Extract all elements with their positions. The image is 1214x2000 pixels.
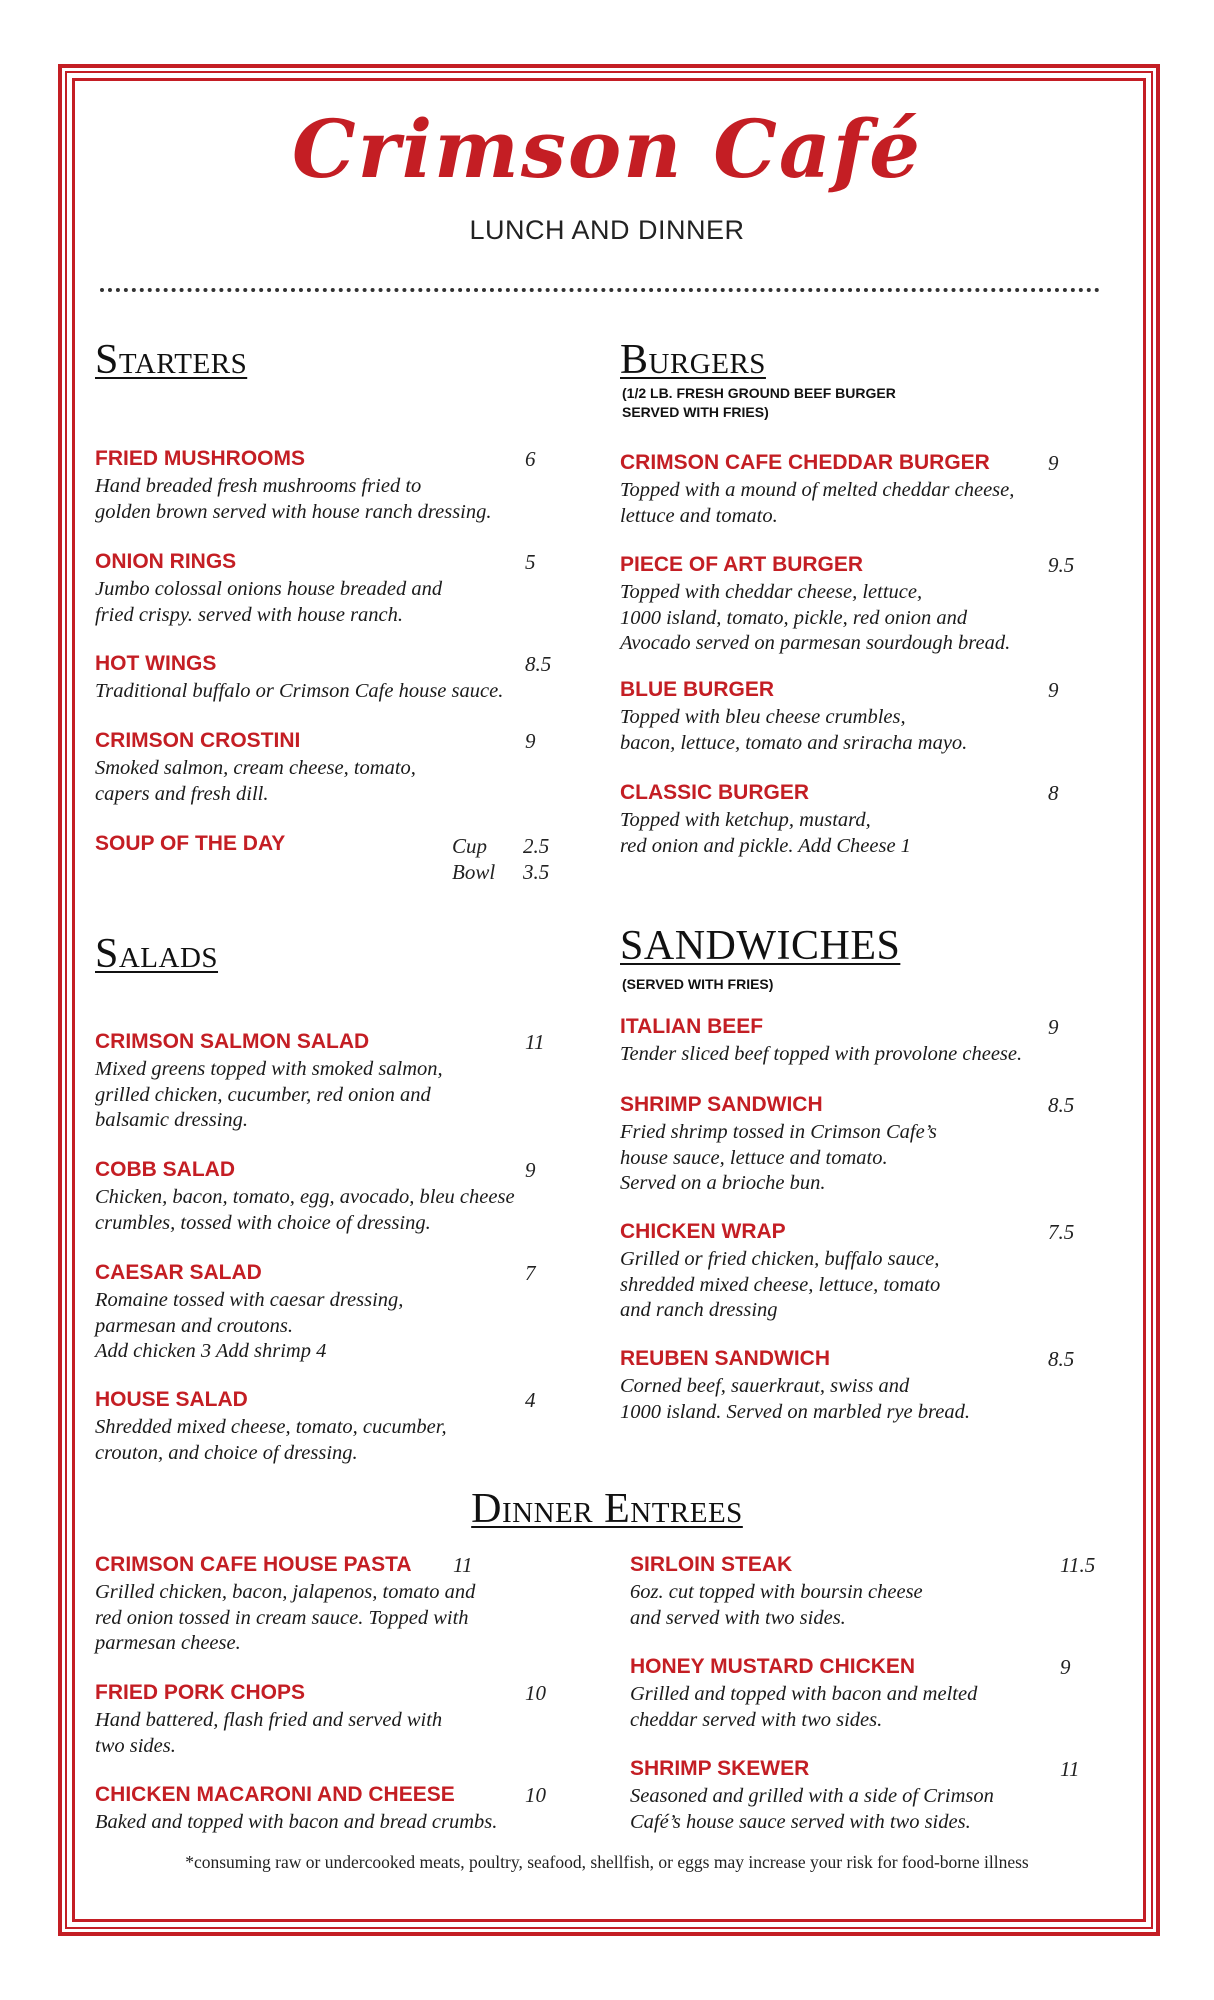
item-price: 5 xyxy=(525,550,536,574)
item-description: Seasoned and grilled with a side of Crimson Café’s house sauce served with two sides. xyxy=(630,1785,994,1833)
item-price: 11.5 xyxy=(1060,1553,1096,1577)
item-description: Romaine tossed with caesar dressing, parmesan and croutons. Add chicken 3 Add shrimp 4 xyxy=(95,1289,404,1362)
item-description: Grilled chicken, bacon, jalapenos, tomato and red onion tossed in cream sauce. Topped with parmesan cheese. xyxy=(95,1581,476,1654)
item-description: Shredded mixed cheese, tomato, cucumber, crouton, and choice of dressing. xyxy=(95,1416,447,1464)
item-price: 10 xyxy=(525,1681,546,1705)
item-price: 11 xyxy=(525,1030,545,1054)
item-name: HONEY MUSTARD CHICKEN xyxy=(630,1655,916,1678)
salads-heading: Salads xyxy=(95,931,219,977)
item-description: Jumbo colossal onions house breaded and fried crispy. served with house ranch. xyxy=(95,578,443,626)
item-price: 8.5 xyxy=(1048,1093,1075,1117)
item-name: CRIMSON CAFE HOUSE PASTA xyxy=(95,1553,412,1576)
item-name: HOT WINGS xyxy=(95,652,217,675)
item-price: 6 xyxy=(525,447,536,471)
item-name: CHICKEN MACARONI AND CHEESE xyxy=(95,1783,455,1806)
item-description: Topped with ketchup, mustard, red onion and pickle. Add Cheese 1 xyxy=(620,809,911,857)
item-name: CRIMSON SALMON SALAD xyxy=(95,1030,370,1053)
item-description: Fried shrimp tossed in Crimson Cafe’s house sauce, lettuce and tomato. Served on a brioche bun. xyxy=(620,1121,937,1194)
sandwiches-heading: SANDWICHES xyxy=(620,923,901,969)
item-name: SHRIMP SKEWER xyxy=(630,1757,810,1780)
item-description: Grilled and topped with bacon and melted cheddar served with two sides. xyxy=(630,1683,978,1731)
item-price: 9 xyxy=(1048,678,1059,702)
item-price: 9 xyxy=(1060,1655,1071,1679)
item-description: Traditional buffalo or Crimson Cafe house sauce. xyxy=(95,680,504,702)
item-name: ITALIAN BEEF xyxy=(620,1015,764,1038)
item-name: CAESAR SALAD xyxy=(95,1261,262,1284)
item-description: Baked and topped with bacon and bread crumbs. xyxy=(95,1811,498,1833)
item-name: CHICKEN WRAP xyxy=(620,1220,786,1243)
cafe-title: Crimson Café xyxy=(291,102,923,196)
item-price: 7.5 xyxy=(1048,1220,1075,1244)
item-name: REUBEN SANDWICH xyxy=(620,1347,830,1370)
item-price: 10 xyxy=(525,1783,546,1807)
item-name: FRIED PORK CHOPS xyxy=(95,1681,306,1704)
soup-cup-label: Cup xyxy=(452,834,488,858)
soup-cup-price: 2.5 xyxy=(523,834,550,858)
item-price: 9 xyxy=(525,729,536,753)
item-name: FRIED MUSHROOMS xyxy=(95,447,305,470)
item-price: 8.5 xyxy=(1048,1347,1075,1371)
burgers-heading: Burgers xyxy=(620,337,766,383)
item-name: ONION RINGS xyxy=(95,550,237,573)
item-name: BLUE BURGER xyxy=(620,678,775,701)
item-description: Topped with bleu cheese crumbles, bacon, lettuce, tomato and sriracha mayo. xyxy=(620,706,968,754)
item-name: CLASSIC BURGER xyxy=(620,781,810,804)
item-price: 7 xyxy=(525,1261,536,1285)
burgers-note: (1/2 LB. FRESH GROUND BEEF BURGER SERVED WITH FRIES) xyxy=(622,385,896,420)
item-description: 6oz. cut topped with boursin cheese and served with two sides. xyxy=(630,1581,923,1629)
item-price: 9.5 xyxy=(1048,553,1075,577)
starters-heading: Starters xyxy=(95,337,248,383)
soup-bowl-price: 3.5 xyxy=(523,860,550,884)
item-price: 8.5 xyxy=(525,652,552,676)
item-description: Hand battered, flash fried and served with two sides. xyxy=(95,1709,443,1757)
food-safety-footnote: *consuming raw or undercooked meats, poultry, seafood, shellfish, or eggs may increase your risk for food-borne illness xyxy=(185,1852,1029,1872)
item-price: 9 xyxy=(525,1158,536,1182)
item-description: Chicken, bacon, tomato, egg, avocado, bleu cheese crumbles, tossed with choice of dressing. xyxy=(95,1186,515,1234)
item-price: 9 xyxy=(1048,1015,1059,1039)
item-description: Corned beef, sauerkraut, swiss and 1000 island. Served on marbled rye bread. xyxy=(620,1375,970,1423)
dotted-divider xyxy=(100,288,1100,292)
item-name: SIRLOIN STEAK xyxy=(630,1553,793,1576)
item-description: Mixed greens topped with smoked salmon, grilled chicken, cucumber, red onion and balsamic dressing. xyxy=(95,1058,443,1131)
item-price: 11 xyxy=(453,1553,473,1577)
item-price: 8 xyxy=(1048,781,1059,805)
item-name: COBB SALAD xyxy=(95,1158,235,1181)
item-name: SOUP OF THE DAY xyxy=(95,832,286,855)
item-description: Smoked salmon, cream cheese, tomato, capers and fresh dill. xyxy=(95,757,416,805)
menu-subtitle: LUNCH AND DINNER xyxy=(469,215,745,245)
item-description: Topped with cheddar cheese, lettuce, 1000 island, tomato, pickle, red onion and Avocado served on parmesan sourdough bread. xyxy=(620,581,1011,654)
soup-bowl-label: Bowl xyxy=(452,860,496,884)
item-price: 11 xyxy=(1060,1757,1080,1781)
sandwiches-note: (SERVED WITH FRIES) xyxy=(622,976,774,992)
item-price: 4 xyxy=(525,1388,536,1412)
item-description: Tender sliced beef topped with provolone cheese. xyxy=(620,1043,1023,1065)
item-description: Topped with a mound of melted cheddar cheese, lettuce and tomato. xyxy=(620,479,1015,527)
item-name: CRIMSON CROSTINI xyxy=(95,729,301,752)
item-description: Grilled or fried chicken, buffalo sauce, shredded mixed cheese, lettuce, tomato and ranch dressing xyxy=(620,1248,941,1321)
item-name: PIECE OF ART BURGER xyxy=(620,553,864,576)
item-name: SHRIMP SANDWICH xyxy=(620,1093,823,1116)
item-name: CRIMSON CAFE CHEDDAR BURGER xyxy=(620,451,990,474)
dinner-entrees-heading: Dinner Entrees xyxy=(471,1486,743,1532)
item-price: 9 xyxy=(1048,451,1059,475)
item-name: HOUSE SALAD xyxy=(95,1388,248,1411)
item-description: Hand breaded fresh mushrooms fried to golden brown served with house ranch dressing. xyxy=(95,475,492,523)
